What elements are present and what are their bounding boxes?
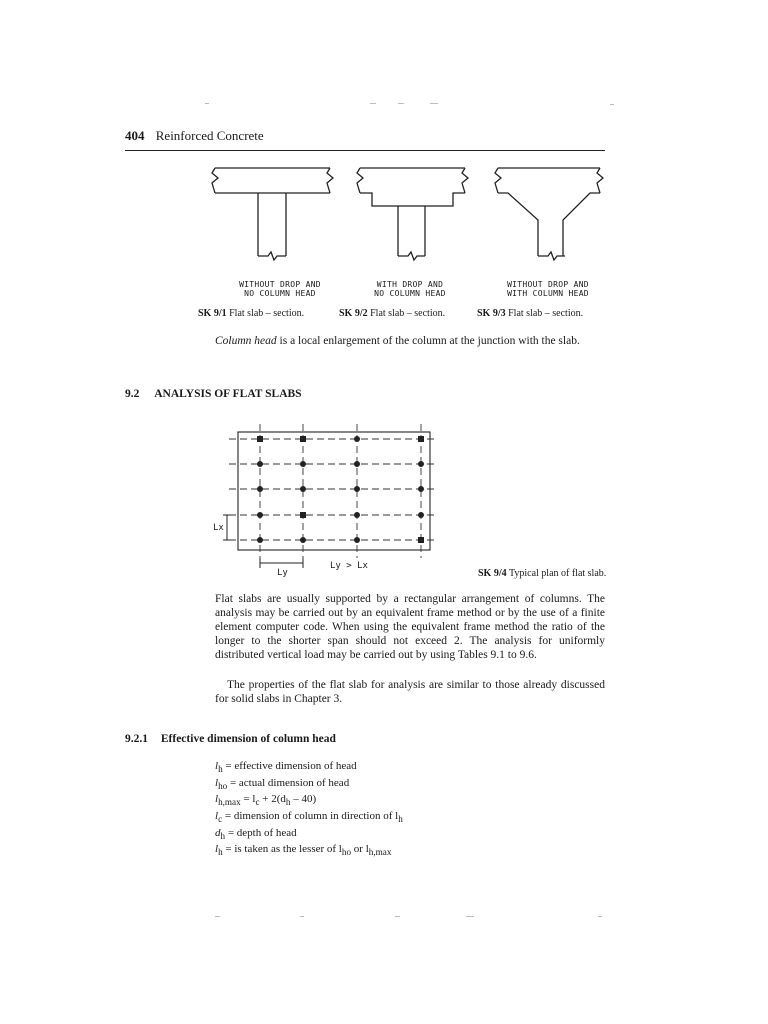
def-d-h: $d_h$ = depth of head xyxy=(215,826,297,841)
figure-label-3: WITHOUT DROP AND WITH COLUMN HEAD xyxy=(507,280,589,298)
scan-mark xyxy=(395,916,400,917)
def-l-h: $l_h$ = effective dimension of head xyxy=(215,760,357,775)
scan-mark xyxy=(398,103,404,104)
scan-mark xyxy=(430,103,438,104)
dim-lx-label: Lx xyxy=(213,523,224,533)
section-heading-9-2: 9.2 ANALYSIS OF FLAT SLABS xyxy=(125,388,302,400)
figure-label-1: WITHOUT DROP AND NO COLUMN HEAD xyxy=(239,280,321,298)
section-without-drop xyxy=(212,168,333,260)
caption-sk-9-2: SK 9/2 Flat slab – section. xyxy=(339,308,446,319)
scan-mark xyxy=(205,103,209,104)
scan-mark xyxy=(215,916,220,917)
section-with-column-head xyxy=(495,168,603,260)
scan-mark xyxy=(610,104,614,105)
caption-sk-9-1: SK 9/1 Flat slab – section. xyxy=(198,308,305,319)
caption-sk-9-4: SK 9/4 Typical plan of flat slab. xyxy=(478,568,607,579)
section-heading-9-2-1: 9.2.1 Effective dimension of column head xyxy=(125,733,336,745)
scan-mark xyxy=(300,916,304,917)
running-header xyxy=(125,128,264,144)
flat-slab-plan-diagram xyxy=(205,418,450,578)
def-l-ho: $l_{ho}$ = actual dimension of head xyxy=(215,776,350,791)
scan-mark xyxy=(466,916,474,917)
def-l-h-lesser: $l_h$ = is taken as the lesser of $l_{ho}$ or $l_{h,max}$ xyxy=(215,843,392,858)
flat-slab-sections-diagram xyxy=(200,158,620,273)
figure-label-2: WITH DROP AND NO COLUMN HEAD xyxy=(374,280,446,298)
scan-mark xyxy=(370,103,376,104)
header-rule xyxy=(125,150,605,151)
page-number: 404 xyxy=(125,128,145,143)
scan-mark xyxy=(598,916,602,917)
def-l-hmax: $l_{h,max} = l_c + 2(d_h - 40)$ xyxy=(215,793,317,808)
dim-ly-label: Ly xyxy=(277,568,288,578)
def-l-c: $l_c$ = dimension of column in direction of $l_h$ xyxy=(215,810,403,825)
column-head-definition: Column head is a local enlargement of the column at the junction with the slab. xyxy=(215,335,580,347)
analysis-paragraph-1: Flat slabs are usually supported by a rectangular arrangement of columns. The analysis may be carried out by an equivalent frame method or by the use of a finite element computer code. When using the equivalent frame method the ratio of the longer to the shorter span should not exceed 2. The analysis for uniformly distributed vertical load may be carried out by using Tables 9.1 to 9.6. xyxy=(215,593,605,661)
dim-relation-label: Ly > Lx xyxy=(330,561,368,571)
column-markers xyxy=(257,436,424,543)
running-title: Reinforced Concrete xyxy=(155,128,264,143)
slab-outline xyxy=(238,432,430,550)
definitions-list xyxy=(215,760,403,860)
section-with-drop xyxy=(357,168,468,260)
dimension-lines xyxy=(223,515,303,568)
analysis-paragraph-2: The properties of the flat slab for analysis are similar to those already discussed for solid slabs in Chapter 3. xyxy=(215,679,605,705)
caption-sk-9-3: SK 9/3 Flat slab – section. xyxy=(477,308,584,319)
